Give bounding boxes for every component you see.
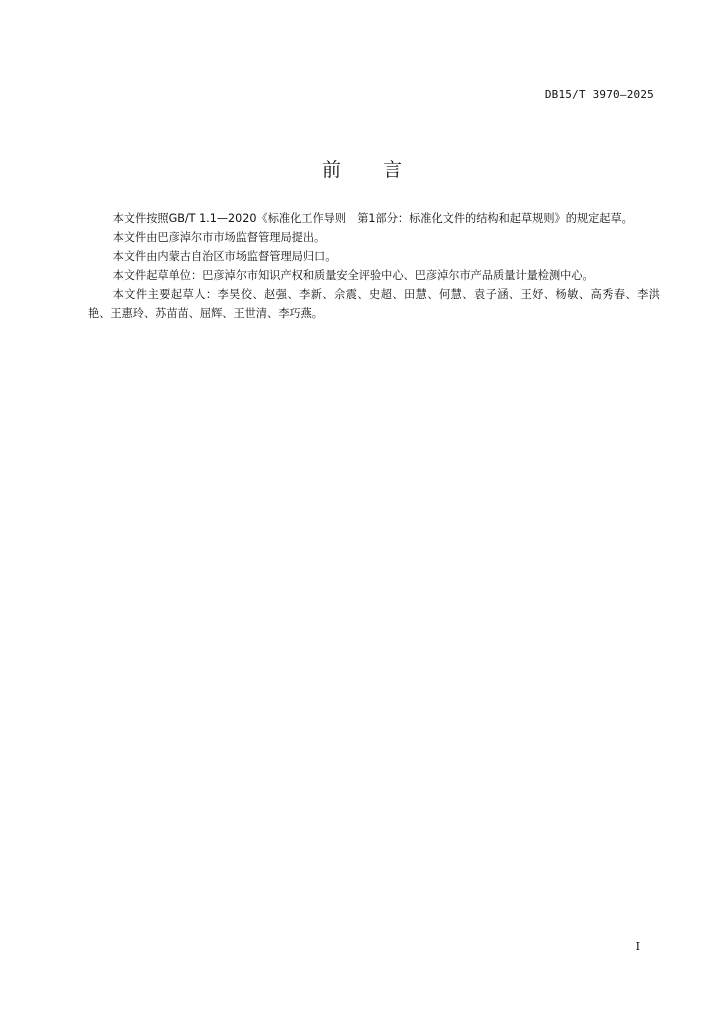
paragraph-drafting-units: 本文件起草单位：巴彦淖尔市知识产权和质量安全评验中心、巴彦淖尔市产品质量计量检测中心。 [112,269,594,282]
paragraph-administrator: 本文件由内蒙古自治区市场监督管理局归口。 [112,250,337,263]
page-number: I [635,940,640,953]
paragraph-proposer: 本文件由巴彦淖尔市市场监督管理局提出。 [112,231,326,244]
document-code: DB15/T 3970—2025 [544,88,654,101]
section-title-char-2: 言 [383,159,403,181]
section-title [0,155,724,182]
section-title-char-1: 前 [321,159,341,181]
paragraph-drafting-rule: 本文件按照GB/T 1.1—2020《标准化工作导则 第1部分：标准化文件的结构和起草规则》的规定起草。 [112,212,633,225]
foreword-body [88,209,660,323]
paragraph-drafters: 本文件主要起草人：李昊佼、赵强、李新、佘震、史超、田慧、何慧、袁子涵、王妤、杨敏、高秀春、李洪艳、王惠玲、苏苗苗、屈辉、王世清、李巧燕。 [88,288,660,320]
